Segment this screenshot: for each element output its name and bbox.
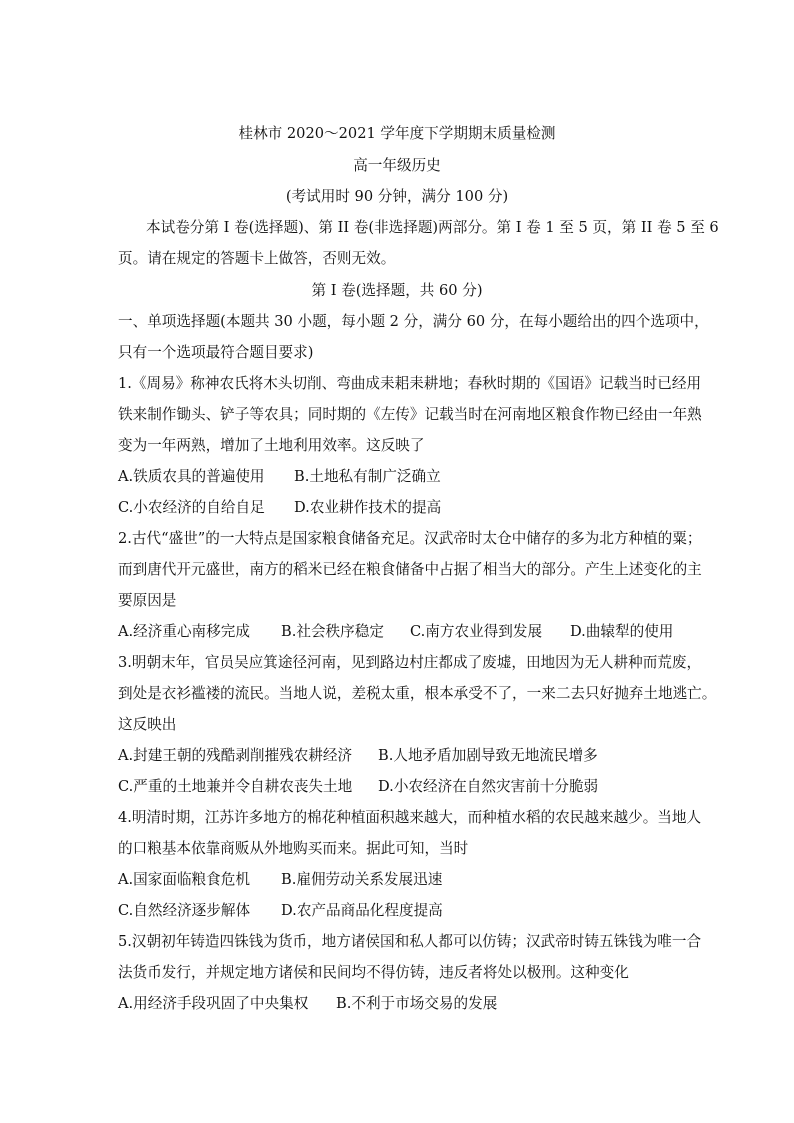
option-b: B.社会秩序稳定 — [281, 623, 384, 640]
question-line: 到处是衣衫褴褛的流民。当地人说，差税太重，根本承受不了，一来二去只好抛弃土地逃亡。 — [118, 685, 717, 702]
question-line: 铁来制作锄头、铲子等农具；同时期的《左传》记载当时在河南地区粮食作物已经由一年熟 — [118, 406, 702, 423]
question-line: 5.汉朝初年铸造四铢钱为货币，地方诸侯国和私人都可以仿铸；汉武帝时铸五铢钱为唯一合 — [118, 933, 702, 950]
question-line: 的口粮基本依靠商贩从外地购买而来。据此可知，当时 — [118, 840, 469, 857]
question-line: 3.明朝末年，官员吴应箕途径河南，见到路边村庄都成了废墟，田地因为无人耕种而荒废， — [118, 654, 702, 671]
option-a: A.封建王朝的残酷剥削摧残农耕经济 — [118, 747, 353, 764]
option-b: B.土地私有制广泛确立 — [294, 468, 441, 485]
option-a: A.用经济手段巩固了中央集权 — [118, 995, 309, 1012]
option-c: C.自然经济逐步解体 — [118, 902, 251, 919]
option-d: D.小农经济在自然灾害前十分脆弱 — [378, 778, 599, 795]
section-title: 第 I 卷(选择题，共 60 分) — [311, 282, 483, 299]
section-instruction-1: 一、单项选择题(本题共 30 小题，每小题 2 分，满分 60 分，在每小题给出的四个选项中， — [118, 313, 709, 330]
section-instruction-2: 只有一个选项最符合题目要求) — [118, 344, 314, 361]
option-b: B.雇佣劳动关系发展迅速 — [281, 871, 443, 888]
exam-subtitle: 高一年级历史 — [353, 157, 441, 174]
option-d: D.农业耕作技术的提高 — [294, 499, 442, 516]
question-line: 而到唐代开元盛世，南方的稻米已经在粮食储备中占据了相当大的部分。产生上述变化的主 — [118, 561, 702, 578]
exam-time-note: (考试用时 90 分钟，满分 100 分) — [285, 188, 509, 205]
option-d: D.曲辕犁的使用 — [570, 623, 674, 640]
option-b: B.人地矛盾加剧导致无地流民增多 — [378, 747, 598, 764]
option-b: B.不利于市场交易的发展 — [336, 995, 498, 1012]
question-line: 要原因是 — [118, 592, 177, 609]
exam-title: 桂林市 2020～2021 学年度下学期期末质量检测 — [238, 125, 556, 142]
question-line: 4.明清时期，江苏许多地方的棉花种植面积越来越大，而种植水稻的农民越来越少。当地人 — [118, 809, 702, 826]
question-line: 法货币发行，并规定地方诸侯和民间均不得仿铸，违反者将处以极刑。这种变化 — [118, 964, 629, 981]
question-line: 这反映出 — [118, 716, 177, 733]
option-c: C.南方农业得到发展 — [410, 623, 543, 640]
intro-line-2: 页。请在规定的答题卡上做答，否则无效。 — [118, 250, 396, 267]
option-a: A.铁质农具的普遍使用 — [118, 468, 265, 485]
intro-line-1: 本试卷分第 I 卷(选择题)、第 II 卷(非选择题)两部分。第 I 卷 1 至 5 页，第 II 卷 5 至 6 — [146, 219, 719, 236]
option-a: A.国家面临粮食危机 — [118, 871, 250, 888]
question-line: 变为一年两熟，增加了土地利用效率。这反映了 — [118, 437, 425, 454]
option-d: D.农产品商品化程度提高 — [281, 902, 443, 919]
question-line: 2.古代“盛世”的一大特点是国家粮食储备充足。汉武帝时太仓中储存的多为北方种植的粟； — [118, 530, 702, 547]
option-c: C.严重的土地兼并令自耕农丧失土地 — [118, 778, 353, 795]
option-a: A.经济重心南移完成 — [118, 623, 250, 640]
option-c: C.小农经济的自给自足 — [118, 499, 265, 516]
question-line: 1.《周易》称神农氏将木头切削、弯曲成耒耜耒耕地；春秋时期的《国语》记载当时已经用 — [118, 375, 702, 392]
